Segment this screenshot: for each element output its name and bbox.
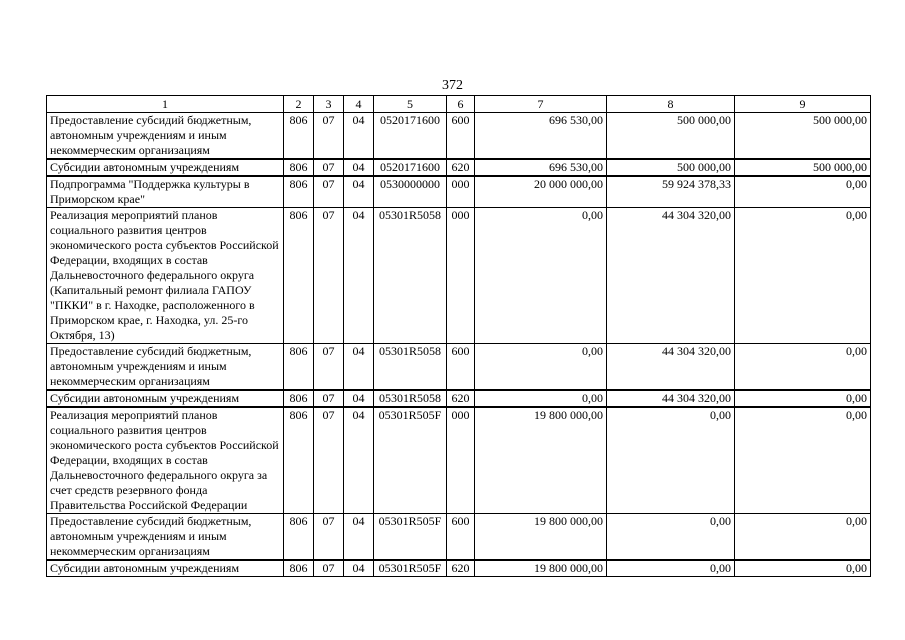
ministry-code: 806 <box>284 113 314 160</box>
column-header: 4 <box>344 96 374 113</box>
amount-col9: 0,00 <box>735 390 871 407</box>
expense-type-code: 600 <box>447 344 475 391</box>
expense-type-code: 000 <box>447 176 475 208</box>
expense-type-code: 620 <box>447 560 475 577</box>
expense-type-code: 000 <box>447 407 475 514</box>
column-header: 3 <box>314 96 344 113</box>
section-code: 07 <box>314 159 344 176</box>
amount-col7: 19 800 000,00 <box>475 407 607 514</box>
table-row <box>47 407 871 514</box>
amount-col8: 44 304 320,00 <box>607 208 735 344</box>
amount-col7: 19 800 000,00 <box>475 514 607 561</box>
amount-col8: 44 304 320,00 <box>607 344 735 391</box>
amount-col9: 0,00 <box>735 407 871 514</box>
table-row <box>47 514 871 561</box>
subsection-code: 04 <box>344 159 374 176</box>
column-header: 6 <box>447 96 475 113</box>
expense-type-code: 000 <box>447 208 475 344</box>
row-name: Предоставление субсидий бюджетным, автономным учреждениям и иным некоммерческим организациям <box>47 113 284 160</box>
expense-type-code: 620 <box>447 390 475 407</box>
row-name: Предоставление субсидий бюджетным, автономным учреждениям и иным некоммерческим организациям <box>47 514 284 561</box>
amount-col9: 0,00 <box>735 176 871 208</box>
amount-col8: 0,00 <box>607 407 735 514</box>
column-header: 1 <box>47 96 284 113</box>
ministry-code: 806 <box>284 208 314 344</box>
section-code: 07 <box>314 560 344 577</box>
section-code: 07 <box>314 407 344 514</box>
amount-col8: 500 000,00 <box>607 159 735 176</box>
section-code: 07 <box>314 176 344 208</box>
target-article-code: 05301R505F <box>374 560 447 577</box>
expense-type-code: 600 <box>447 514 475 561</box>
subsection-code: 04 <box>344 208 374 344</box>
amount-col7: 0,00 <box>475 390 607 407</box>
table-row <box>47 344 871 391</box>
expense-type-code: 600 <box>447 113 475 160</box>
section-code: 07 <box>314 514 344 561</box>
amount-col9: 0,00 <box>735 208 871 344</box>
subsection-code: 04 <box>344 113 374 160</box>
ministry-code: 806 <box>284 176 314 208</box>
expense-type-code: 620 <box>447 159 475 176</box>
target-article-code: 0520171600 <box>374 159 447 176</box>
amount-col9: 0,00 <box>735 344 871 391</box>
column-header: 9 <box>735 96 871 113</box>
table-row <box>47 208 871 344</box>
amount-col8: 500 000,00 <box>607 113 735 160</box>
ministry-code: 806 <box>284 344 314 391</box>
target-article-code: 05301R5058 <box>374 344 447 391</box>
table-row <box>47 560 871 577</box>
table-row <box>47 176 871 208</box>
section-code: 07 <box>314 344 344 391</box>
row-name: Реализация мероприятий планов социального развития центров экономического роста субъектов Российской Федерации, входящих в состав Дальневосточного федерального округа за счет средств резервного фонда Правительства Российской Федерации <box>47 407 284 514</box>
target-article-code: 05301R5058 <box>374 390 447 407</box>
column-header-row <box>47 96 871 113</box>
amount-col9: 0,00 <box>735 514 871 561</box>
table-row <box>47 113 871 160</box>
subsection-code: 04 <box>344 560 374 577</box>
ministry-code: 806 <box>284 159 314 176</box>
column-header: 2 <box>284 96 314 113</box>
row-name: Предоставление субсидий бюджетным, автономным учреждениям и иным некоммерческим организациям <box>47 344 284 391</box>
amount-col9: 500 000,00 <box>735 113 871 160</box>
row-name: Субсидии автономным учреждениям <box>47 159 284 176</box>
budget-table <box>46 95 871 577</box>
ministry-code: 806 <box>284 390 314 407</box>
amount-col7: 0,00 <box>475 208 607 344</box>
amount-col8: 59 924 378,33 <box>607 176 735 208</box>
amount-col7: 20 000 000,00 <box>475 176 607 208</box>
table-row <box>47 159 871 176</box>
amount-col7: 19 800 000,00 <box>475 560 607 577</box>
section-code: 07 <box>314 113 344 160</box>
amount-col9: 500 000,00 <box>735 159 871 176</box>
amount-col8: 0,00 <box>607 514 735 561</box>
amount-col7: 696 530,00 <box>475 113 607 160</box>
subsection-code: 04 <box>344 407 374 514</box>
column-header: 5 <box>374 96 447 113</box>
column-header: 8 <box>607 96 735 113</box>
amount-col7: 696 530,00 <box>475 159 607 176</box>
subsection-code: 04 <box>344 390 374 407</box>
ministry-code: 806 <box>284 407 314 514</box>
target-article-code: 05301R5058 <box>374 208 447 344</box>
target-article-code: 0520171600 <box>374 113 447 160</box>
row-name: Реализация мероприятий планов социального развития центров экономического роста субъектов Российской Федерации, входящих в состав Дальневосточного федерального округа (Капитальный ремонт филиала ГАПОУ "ПККИ" в г. Находке, расположенного в Приморском крае, г. Находка, ул. 25-го Октября, 13) <box>47 208 284 344</box>
target-article-code: 0530000000 <box>374 176 447 208</box>
row-name: Субсидии автономным учреждениям <box>47 390 284 407</box>
row-name: Субсидии автономным учреждениям <box>47 560 284 577</box>
row-name: Подпрограмма "Поддержка культуры в Приморском крае" <box>47 176 284 208</box>
target-article-code: 05301R505F <box>374 407 447 514</box>
ministry-code: 806 <box>284 514 314 561</box>
table-row <box>47 390 871 407</box>
column-header: 7 <box>475 96 607 113</box>
ministry-code: 806 <box>284 560 314 577</box>
page-number: 372 <box>442 78 463 93</box>
amount-col8: 0,00 <box>607 560 735 577</box>
subsection-code: 04 <box>344 514 374 561</box>
subsection-code: 04 <box>344 344 374 391</box>
target-article-code: 05301R505F <box>374 514 447 561</box>
subsection-code: 04 <box>344 176 374 208</box>
section-code: 07 <box>314 390 344 407</box>
amount-col8: 44 304 320,00 <box>607 390 735 407</box>
amount-col9: 0,00 <box>735 560 871 577</box>
section-code: 07 <box>314 208 344 344</box>
amount-col7: 0,00 <box>475 344 607 391</box>
